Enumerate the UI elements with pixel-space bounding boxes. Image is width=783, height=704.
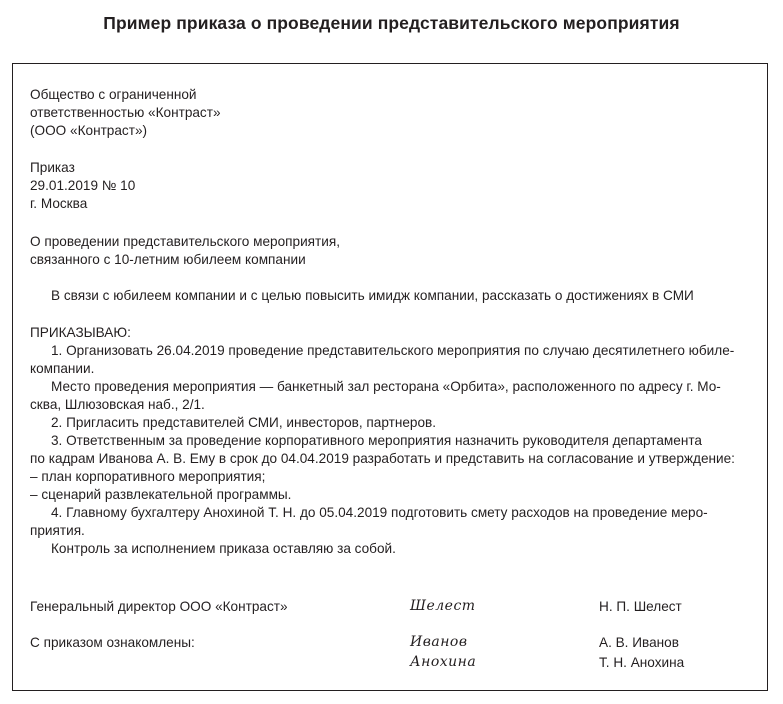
item-3-line-1: 3. Ответственным за проведение корпоративного мероприятия назначить руководителя департамента [51,433,702,448]
page-title: Пример приказа о проведении представительского мероприятия [103,13,680,33]
director-title: Генеральный директор ООО «Контраст» [30,599,288,614]
name-ivanov: А. В. Иванов [599,635,679,650]
org-name-line-2: ответственностью «Контраст» [30,105,221,120]
document-frame [12,63,768,691]
item-4-line-2: приятия. [30,523,85,538]
order-label: Приказ [30,160,75,175]
name-anokhina: Т. Н. Анохина [599,655,685,670]
director-signature: Шелест [410,598,476,614]
order-subject-line-2: связанного с 10-летним юбилеем компании [30,252,306,267]
item-1-line-2: компании. [30,361,95,376]
org-name-line-1: Общество с ограниченной [30,87,197,102]
item-2: 2. Пригласить представителей СМИ, инвесторов, партнеров. [51,415,437,430]
order-city: г. Москва [30,196,88,211]
order-date-number: 29.01.2019 № 10 [30,178,136,193]
order-word: ПРИКАЗЫВАЮ: [30,325,131,340]
venue-line-2: сква, Шлюзовская наб., 2/1. [30,397,205,412]
item-3-sub-2: – сценарий развлекательной программы. [30,487,292,502]
item-3-sub-1: – план корпоративного мероприятия; [30,469,266,484]
venue-line-1: Место проведения мероприятия — банкетный зал ресторана «Орбита», расположенного по адресу г. Мо- [51,379,721,394]
signature-ivanov: Иванов [410,634,468,650]
signature-anokhina: Анохина [410,654,477,670]
order-subject-line-1: О проведении представительского мероприятия, [30,234,340,249]
director-name: Н. П. Шелест [599,599,682,614]
acquainted-label: С приказом ознакомлены: [30,635,195,650]
item-3-line-2: по кадрам Иванова А. В. Ему в срок до 04.04.2019 разработать и представить на согласование и утверждение: [30,451,735,466]
org-short-name: (ООО «Контраст») [30,123,148,138]
preamble: В связи с юбилеем компании и с целью повысить имидж компании, рассказать о достижениях в СМИ [51,288,694,303]
item-4-line-1: 4. Главному бухгалтеру Анохиной Т. Н. до 05.04.2019 подготовить смету расходов на проведение меро- [51,505,708,520]
control-clause: Контроль за исполнением приказа оставляю за собой. [51,541,396,556]
item-1-line-1: 1. Организовать 26.04.2019 проведение представительского мероприятия по случаю десятилетнего юбиле- [51,343,735,358]
